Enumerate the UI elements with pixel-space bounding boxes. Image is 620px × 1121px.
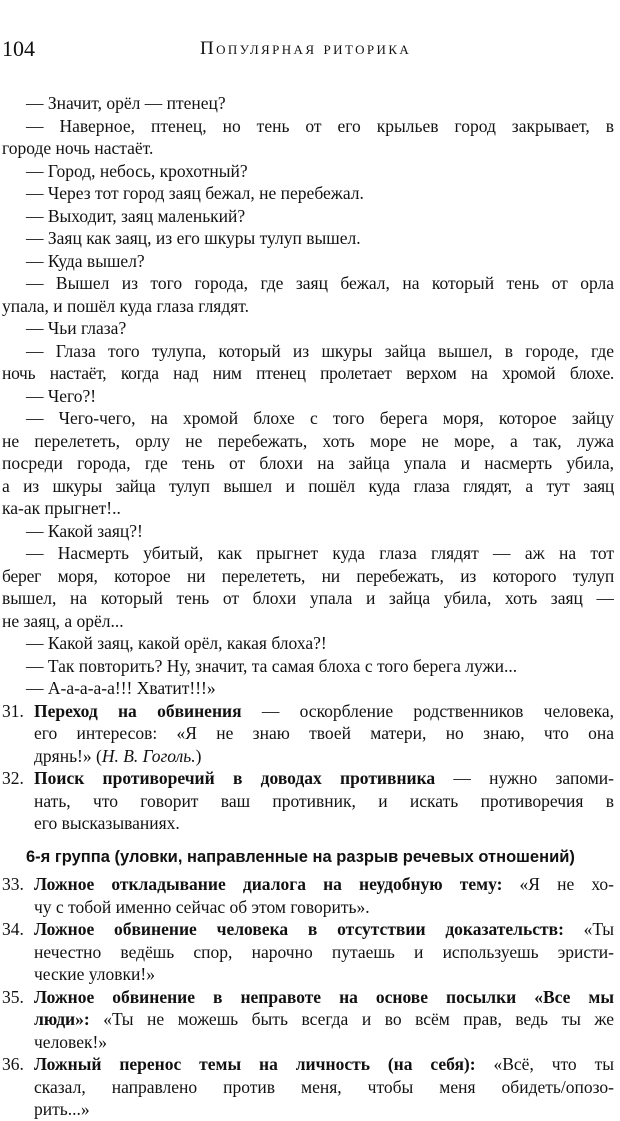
dialogue-line: посреди города, где тень от блохи на зайца упала и насмерть убила,	[2, 453, 614, 473]
page-number: 104	[2, 36, 35, 61]
item-number: 31.	[2, 700, 24, 721]
item-term: люди»:	[34, 1009, 90, 1029]
item-text-line: его интересов: «Я не знаю твоей матери, но знаю, что она	[34, 723, 614, 743]
item-term: Ложное обвинение в неправоте на основе посылки «Все мы	[34, 986, 614, 1007]
item-text: «Я не хо-	[502, 874, 614, 894]
dialogue-line: городе ночь настаёт.	[2, 138, 154, 158]
dialogue-line: вышел, на который тень от блохи упала и зайца убила, хоть заяц —	[2, 588, 614, 608]
dialogue-line: — Город, небось, крохотный?	[26, 160, 248, 181]
dialogue-line: упала, и пошёл куда глаза глядят.	[2, 295, 250, 316]
page-header	[0, 36, 620, 66]
dialogue-line: — Значит, орёл — птенец?	[26, 93, 226, 113]
item-text: «Всё, что ты	[475, 1054, 614, 1074]
item-term: Ложный перенос темы на личность (на себя):	[34, 1054, 476, 1074]
item-text-line: нать, что говорит ваш противник, и искать противоречия в	[34, 790, 614, 811]
list-item-32	[2, 767, 614, 790]
group-heading: 6-я группа (уловки, направленные на разрыв речевых отношений)	[26, 847, 575, 866]
dialogue-line: берег моря, которое ни перелететь, ни перебежать, из которого тулуп	[2, 565, 614, 586]
item-number: 33.	[2, 874, 24, 894]
item-text: — нужно запоми-	[435, 768, 614, 788]
dialogue-line: — Так повторить? Ну, значит, та самая блоха с того берега лужи...	[26, 655, 518, 676]
dialogue-line: — Заяц как заяц, из его шкуры тулуп вышел.	[26, 228, 361, 248]
item-number: 36.	[2, 1054, 24, 1074]
dialogue-line: — Глаза того тулупа, который из шкуры зайца вышел, в городе, где	[26, 340, 614, 361]
item-text-line: сказал, направлено против меня, чтобы меня обидеть/опозо-	[34, 1076, 614, 1097]
list-item-36	[2, 1053, 614, 1076]
dialogue-line: не перелететь, орлу не перебежать, хоть море не море, а так, лужа	[2, 430, 614, 451]
item-text-line: нечестно ведёшь спор, нарочно путаешь и используешь эристи-	[34, 941, 614, 962]
item-text-line: ческие уловки!»	[34, 964, 155, 984]
dialogue-line: — Насмерть убитый, как прыгнет куда глаза глядят — аж на тот	[26, 543, 614, 563]
item-text-line: чу с тобой именно сейчас об этом говорить».	[34, 896, 370, 917]
list-item-34	[2, 918, 614, 941]
item-text: дрянь!» (	[34, 745, 102, 766]
dialogue-line: — Вышел из того города, где заяц бежал, на который тень от орла	[26, 273, 614, 293]
dialogue-line: — А-а-а-а-а!!! Хватит!!!»	[26, 678, 216, 698]
dialogue-line: — Чего?!	[26, 385, 97, 406]
item-term: Переход на обвинения	[34, 700, 242, 721]
item-number: 34.	[2, 919, 24, 939]
item-number: 35.	[2, 986, 24, 1007]
page-body	[2, 92, 614, 1121]
item-text: «Ты не можешь быть всегда и во всём прав, ведь ты же	[89, 1009, 614, 1029]
item-number: 32.	[2, 768, 24, 788]
dialogue-line: — Выходит, заяц маленький?	[26, 205, 246, 226]
dialogue-line: — Какой заяц?!	[26, 520, 143, 541]
dialogue-line: — Чьи глаза?	[26, 318, 127, 338]
dialogue-line: ка-ак прыгнет!..	[2, 498, 121, 518]
item-term: Ложное обвинение человека в отсутствии доказательств:	[34, 919, 564, 939]
list-item-31	[2, 700, 614, 723]
dialogue-line: не заяц, а орёл...	[2, 610, 124, 631]
item-attribution: Н. В. Гоголь.	[101, 745, 196, 766]
item-text: «Ты	[563, 919, 614, 939]
item-text: — оскорбление родственников человека,	[241, 700, 614, 721]
dialogue-line: — Наверное, птенец, но тень от его крыльев город закрывает, в	[26, 115, 614, 136]
item-text-line	[2, 745, 614, 768]
list-item-35	[2, 986, 614, 1009]
item-text-line	[2, 1008, 614, 1031]
item-term: Поиск противоречий в доводах противника	[34, 768, 436, 788]
dialogue-line: — Через тот город заяц бежал, не перебежал.	[26, 183, 364, 203]
dialogue-line: — Куда вышел?	[26, 250, 145, 271]
dialogue-line: — Чего-чего, на хромой блохе с того берега моря, которое зайцу	[26, 408, 614, 428]
running-title: Популярная риторика	[200, 38, 412, 59]
dialogue-line: — Какой заяц, какой орёл, какая блоха?!	[26, 633, 327, 653]
item-term: Ложное откладывание диалога на неудобную тему:	[34, 874, 503, 894]
item-text: )	[195, 745, 202, 766]
dialogue-line: а из шкуры зайца тулуп вышел и пошёл куда глаза глядят, а тут заяц	[2, 475, 614, 496]
list-item-33	[2, 873, 614, 896]
item-text-line: его высказываниях.	[34, 813, 180, 833]
dialogue-line: ночь настаёт, когда над ним птенец пролетает верхом на хромой блохе.	[2, 363, 614, 383]
item-text-line: рить...»	[34, 1099, 90, 1119]
item-text-line: человек!»	[34, 1031, 108, 1052]
